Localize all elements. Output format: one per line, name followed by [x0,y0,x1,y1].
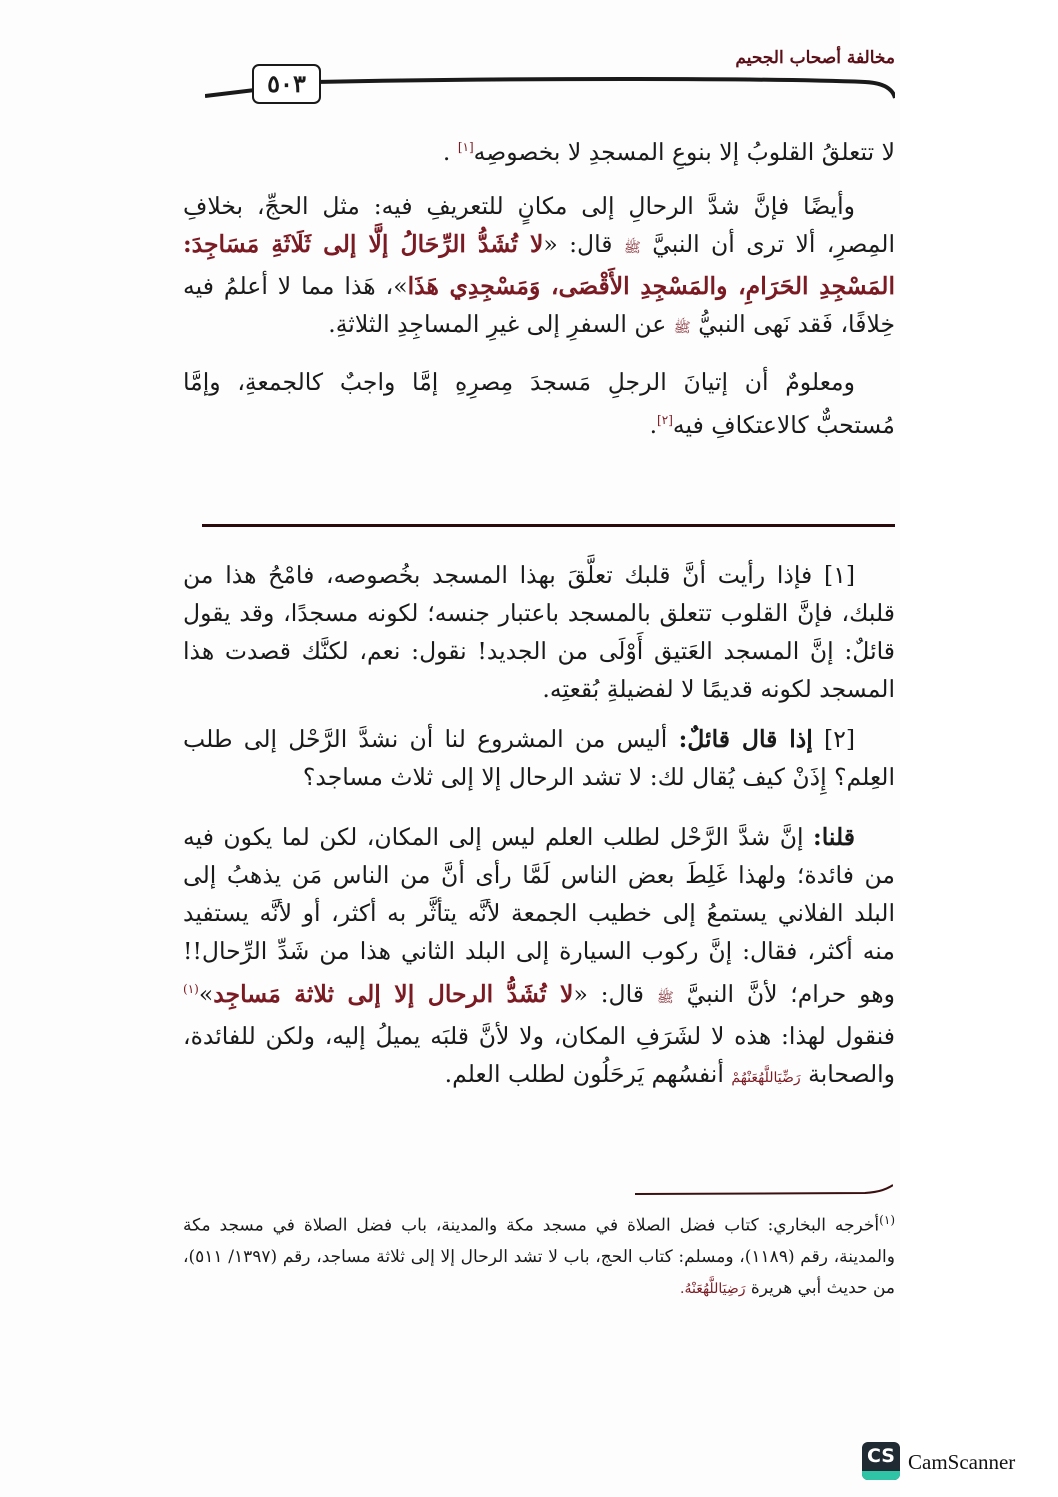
logo-bar [862,1471,900,1480]
period: . [442,137,451,166]
salla-ligature: ﷺ [656,989,674,1006]
note-text: فإذا رأيت أنَّ قلبك تعلَّقَ بهذا المسجد بخُصوصه، فامْحُ هذا من قلبك، فإنَّ القلوب تتعلق بالمسجد باعتبار جنسه؛ لكونه مسجدًا، وقد يقول قائلٌ: إنَّ المسجد العَتيق أَوْلَى من الجديد! نقول: نعم، لكنَّك قصدت هذا المسجد لكونه قديمًا لا لفضيلةِ بُقعتِه. [183,561,895,703]
salla-ligature: ﷺ [623,239,641,256]
salla-ligature: ﷺ [673,319,691,336]
logo-text: CS [867,1445,895,1467]
answer-lead: قلنا: [813,823,855,851]
page-number: ٥٠٣ [252,64,321,104]
paragraph-text: لا تتعلقُ القلوبُ إلا بنوعِ المسجدِ لا بخصوصِه [473,137,895,166]
hadith-quote: لا تُشَدُّ الرحال إلا إلى ثلاثة مَساجِد [213,979,574,1008]
camscanner-logo [862,1442,900,1480]
answer-text: » [198,979,214,1008]
footnote-divider [635,1184,893,1196]
commentary [183,556,895,1097]
main-text-top [183,128,895,444]
paragraph-text: قال: « [543,229,613,258]
period: . [649,410,658,439]
radi-ligature: رَضِّيَاللَّهُعَنْهُمْ [731,1069,801,1086]
radi-ligature: رَضِيَاللَّهُعَنْهُ. [680,1280,746,1297]
footnote-text: أخرجه البخاري: كتاب فضل الصلاة في مسجد مكة والمدينة، باب فضل الصلاة في مسجد مكة والمدينة، رقم (١١٨٩)، ومسلم: كتاب الحج، باب لا تشد الرحال إلا إلى ثلاثة مساجد، رقم (١٣٩٧/ ٥١١)، من حديث أبي هريرة [183,1215,895,1298]
footnote [183,1205,895,1305]
footnote-ref: [٢] [657,412,673,427]
paragraph [183,187,895,347]
commentary-note [183,556,895,708]
footnote-ref: (١) [183,982,199,996]
camscanner-watermark: CamScanner [908,1450,1016,1474]
note-marker: [٢] [824,725,855,753]
answer-text: فنقول لهذا: هذه لا لشَرَفِ المكان، ولا لأنَّ قلبَه يميلُ إليه، ولكن للفائدة، والصحابة [183,1021,895,1088]
note-lead: إذا قال قائلٌ: [678,725,813,753]
paragraph [183,128,895,171]
page-header [205,40,895,110]
note-text: أليس من المشروع لنا أن نشدَّ الرَّحْل إلى طلب العِلم؟ إِذَنْ كيف يُقال لك: لا تشد الرحال إلا إلى ثلاث مساجد؟ [183,725,895,791]
hadith-quote: لا تُشَدُّ الرِّحَالُ إلَّا إلى ثَلَاثَةِ مَسَاجِدَ: المَسْجِدِ الحَرَامِ، والمَسْجِدِ الأَقْصَى، وَمَسْجِدِي هَذَا [183,229,895,300]
commentary-note [183,720,895,796]
footnote-marker: (١) [879,1213,895,1227]
paragraph-text: وأيضًا فإنَّ شدَّ الرحالِ إلى مكانٍ للتعريفِ فيه: مثل الحجِّ، بخلافِ المِصرِ، ألا ترى أن النبيَّ [183,191,895,258]
running-title: مخالفة أصحاب الجحيم [735,48,895,68]
paragraph-text: »، هَذا مما لا أعلمُ فيه خِلافًا، فَقد نَهى النبيُّ [183,271,895,338]
section-divider [202,524,895,527]
paragraph-text: عن السفرِ إلى غيرِ المساجِدِ الثلاثةِ. [328,309,667,338]
commentary-answer [183,818,895,1097]
note-marker: [١] [824,561,855,589]
footnote-ref: [١] [457,140,474,154]
answer-text: أنفسُهم يَرحَلُون لطلب العلم. [444,1059,724,1088]
paragraph-text: ومعلومٌ أن إتيانَ الرجلِ مَسجدَ مِصرِهِ إمَّا واجبٌ كالجمعةِ، وإمَّا مُستحبٌّ كالاعتكافِ فيه [183,367,895,439]
answer-text: قال: « [573,979,645,1008]
paragraph [183,363,895,444]
answer-text: إنَّ شدَّ الرَّحْل لطلب العلم ليس إلى المكان، لكن لما يكون فيه من فائدة؛ ولهذا غَلِطَ بعض الناس لَمَّا رأى أنَّ من الناس مَن يذهبُ إلى البلد الفلاني يستمعُ إلى خطيب الجمعة لأنَّه يتأثَّر به أكثر، أو لأنَّه يستفيد منه أكثر، فقال: إنَّ ركوب السيارة إلى البلد الثاني هذا من شَدِّ الرِّحال!! وهو حرام؛ لأنَّ النبيَّ [183,823,896,1008]
footnotes [183,1205,895,1305]
